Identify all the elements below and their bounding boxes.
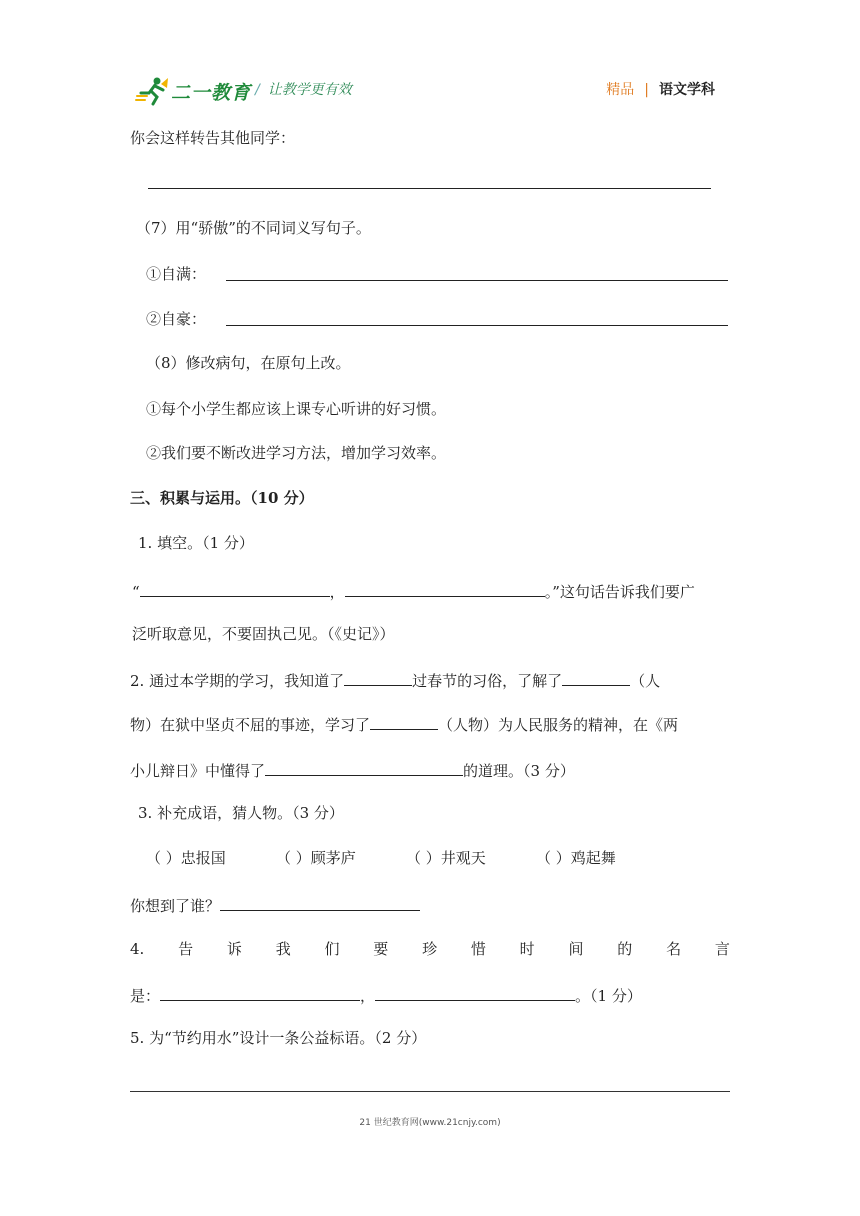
item4-comma: ， [360, 987, 376, 1005]
item1-line1 [132, 580, 695, 602]
item4-tail: 。（1 分） [575, 987, 642, 1005]
q7-item2-answer-line[interactable] [226, 325, 728, 326]
q7-item2-label: ②自豪： [146, 310, 207, 328]
idiom-item[interactable]: （ ）顾茅庐 [276, 849, 356, 867]
q8-item2: ②我们要不断改进学习方法，增加学习效率。 [146, 444, 447, 462]
item4-char: 告 [178, 940, 194, 958]
item4-blank1[interactable] [160, 984, 360, 1001]
subject-label: 语文学科 [659, 82, 715, 98]
item2-blank4[interactable] [265, 759, 463, 776]
q8-title: （8）修改病句，在原句上改。 [146, 354, 351, 372]
item1-line2: 泛听取意见，不要固执己见。（《史记》） [132, 625, 395, 643]
slogan-text: 让教学更有效 [267, 82, 352, 98]
item4-char: 珍 [422, 940, 438, 958]
premium-label: 精品 [606, 82, 635, 98]
idiom-item[interactable]: （ ）鸡起舞 [536, 849, 616, 867]
relay-prompt: 你会这样转告其他同学： [130, 129, 296, 147]
relay-answer-line[interactable] [148, 188, 711, 189]
page-footer: 21 世纪教育网(www.21cnjy.com) [359, 1118, 501, 1128]
item1-comma: ， [329, 583, 345, 601]
page-header [135, 68, 730, 108]
q7-item1-label: ①自满： [146, 265, 207, 283]
q7-title: （7）用“骄傲”的不同词义写句子。 [136, 219, 371, 237]
item1-tail: 。”这句话告诉我们要广 [544, 583, 695, 601]
item1-title: 1. 填空。（1 分） [138, 534, 254, 552]
item5-title: 5. 为“节约用水”设计一条公益标语。（2 分） [130, 1029, 427, 1047]
guess-line [130, 894, 420, 916]
item3-title: 3. 补充成语，猜人物。（3 分） [138, 804, 344, 822]
item4-char: 名 [666, 940, 682, 958]
item4-char: 时 [519, 940, 535, 958]
guess-prompt: 你想到了谁？ [130, 897, 221, 915]
brand-logo [135, 76, 251, 106]
item2-part2: 过春节的习俗，了解了 [412, 672, 563, 690]
q7-item1-answer-line[interactable] [226, 280, 728, 281]
item4-char: 言 [714, 940, 730, 958]
header-subject-tag [606, 79, 715, 99]
logo-text: 二一教育 [171, 81, 252, 104]
item2-blank3[interactable] [370, 713, 438, 730]
item2-line3-part1: 小儿辩日》中懂得了 [130, 762, 266, 780]
section3-title: 三、积累与运用。（10 分） [130, 489, 314, 507]
item4-line2-part1: 是： [130, 987, 161, 1005]
item4-blank2[interactable] [375, 984, 575, 1001]
item2-line3 [130, 759, 575, 781]
item4-char: 诉 [226, 940, 242, 958]
item2-line2-part2: （人物）为人民服务的精神，在《两 [438, 716, 679, 734]
running-figure-icon [135, 76, 169, 106]
item2-part1: 2. 通过本学期的学习，我知道了 [130, 672, 345, 690]
idiom-item[interactable]: （ ）井观天 [406, 849, 486, 867]
item1-blank1[interactable] [140, 580, 330, 597]
item2-line1 [130, 669, 660, 691]
item4-char: 们 [324, 940, 340, 958]
item2-blank1[interactable] [344, 669, 412, 686]
idiom-item[interactable]: （ ）忠报国 [146, 849, 226, 867]
item4-line1 [130, 939, 730, 959]
item4-char: 的 [617, 940, 633, 958]
item4-char: 4. [130, 940, 145, 958]
slogan-slash: / [255, 82, 260, 98]
item4-char: 要 [373, 940, 389, 958]
item4-char: 间 [568, 940, 584, 958]
item4-line2 [130, 984, 642, 1006]
guess-answer-blank[interactable] [220, 894, 420, 911]
slogan [255, 79, 352, 99]
item2-part3: （人 [630, 672, 661, 690]
footer-divider [130, 1091, 730, 1092]
item1-open-quote: “ [132, 583, 140, 601]
item2-line2 [130, 713, 678, 735]
item4-char: 我 [275, 940, 291, 958]
item1-blank2[interactable] [345, 580, 545, 597]
header-separator: | [644, 82, 649, 98]
item2-line3-part2: 的道理。（3 分） [463, 762, 575, 780]
item2-blank2[interactable] [562, 669, 630, 686]
item4-char: 惜 [470, 940, 486, 958]
item2-line2-part1: 物）在狱中坚贞不屈的事迹，学习了 [130, 716, 371, 734]
q8-item1: ①每个小学生都应该上课专心听讲的好习惯。 [146, 400, 447, 418]
